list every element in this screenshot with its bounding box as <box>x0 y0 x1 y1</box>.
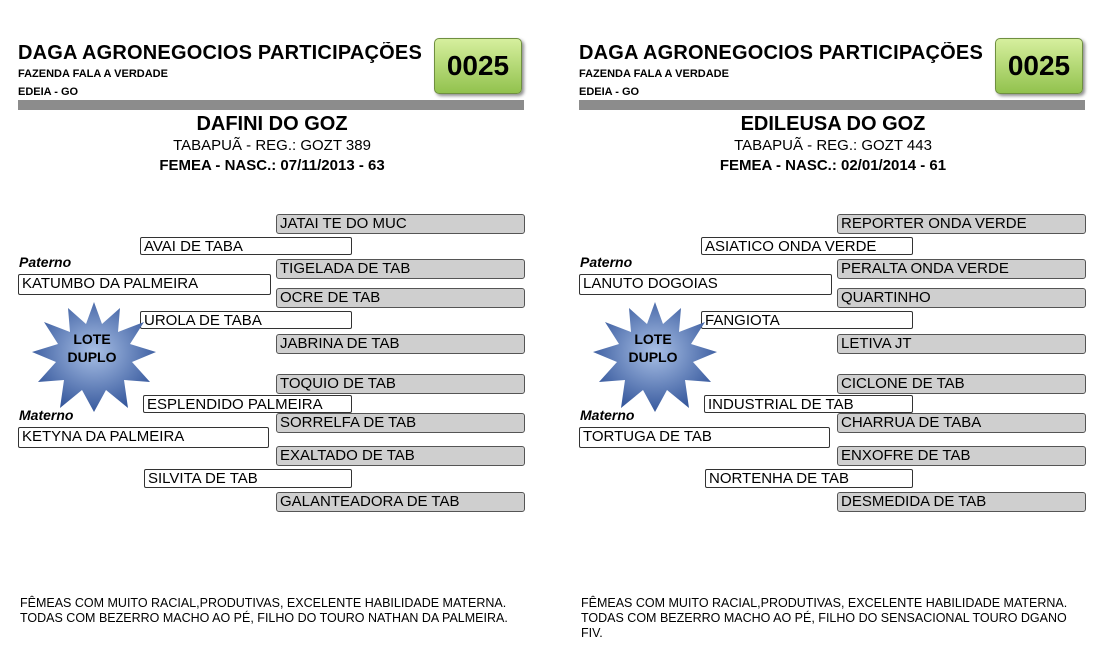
header-divider <box>579 100 1085 110</box>
animal-registration: TABAPUÃ - REG.: GOZT 389 <box>173 137 371 154</box>
farm-name: FAZENDA FALA A VERDADE <box>18 68 168 80</box>
sire-dam: UROLA DE TABA <box>140 311 352 329</box>
animal-birth: FEMEA - NASC.: 07/11/2013 - 63 <box>159 157 385 174</box>
great-grandparent-4: JABRINA DE TAB <box>276 334 525 354</box>
great-grandparent-3: OCRE DE TAB <box>276 288 525 308</box>
animal-card-left <box>12 0 532 653</box>
paternal-label: Paterno <box>19 254 72 270</box>
duplo-text: DUPLO <box>628 349 678 365</box>
sire-sire: ASIATICO ONDA VERDE <box>701 237 913 255</box>
farm-name: FAZENDA FALA A VERDADE <box>579 68 729 80</box>
great-grandparent-6: SORRELFA DE TAB <box>276 413 525 433</box>
great-grandparent-1: REPORTER ONDA VERDE <box>837 214 1086 234</box>
lot-description: FÊMEAS COM MUITO RACIAL,PRODUTIVAS, EXCELENTE HABILIDADE MATERNA. TODAS COM BEZERRO MACHO AO PÉ, FILHO DO SENSACIONAL TOURO DGANO FIV. <box>581 596 1068 640</box>
great-grandparent-1: JATAI TE DO MUC <box>276 214 525 234</box>
sire-sire: AVAI DE TABA <box>140 237 352 255</box>
duplo-text: DUPLO <box>67 349 117 365</box>
animal-name: EDILEUSA DO GOZ <box>740 113 926 135</box>
lot-number-badge: 0025 <box>995 38 1083 94</box>
lote-text: LOTE <box>634 331 672 347</box>
great-grandparent-4: LETIVA JT <box>837 334 1086 354</box>
sire: LANUTO DOGOIAS <box>579 274 832 295</box>
city: EDEIA - GO <box>579 86 640 98</box>
great-grandparent-6: CHARRUA DE TABA <box>837 413 1086 433</box>
great-grandparent-2: PERALTA ONDA VERDE <box>837 259 1086 279</box>
header-divider <box>18 100 524 110</box>
sire: KATUMBO DA PALMEIRA <box>18 274 271 295</box>
dam: KETYNA DA PALMEIRA <box>18 427 269 448</box>
paternal-label: Paterno <box>580 254 633 270</box>
animal-birth: FEMEA - NASC.: 02/01/2014 - 61 <box>719 157 947 174</box>
animal-registration: TABAPUÃ - REG.: GOZT 443 <box>734 137 932 154</box>
dam: TORTUGA DE TAB <box>579 427 830 448</box>
maternal-label: Materno <box>19 407 74 423</box>
great-grandparent-8: GALANTEADORA DE TAB <box>276 492 525 512</box>
company-name: DAGA AGRONEGOCIOS PARTICIPAÇÕES <box>579 42 984 64</box>
sire-dam: FANGIOTA <box>701 311 913 329</box>
animal-card-right <box>573 0 1093 653</box>
lote-text: LOTE <box>73 331 111 347</box>
dam-sire: INDUSTRIAL DE TAB <box>704 395 913 413</box>
dam-sire: ESPLENDIDO PALMEIRA <box>143 395 352 413</box>
lot-description: FÊMEAS COM MUITO RACIAL,PRODUTIVAS, EXCELENTE HABILIDADE MATERNA. TODAS COM BEZERRO MACHO AO PÉ, FILHO DO TOURO NATHAN DA PALMEIRA. <box>20 596 508 625</box>
maternal-label: Materno <box>580 407 635 423</box>
great-grandparent-5: TOQUIO DE TAB <box>276 374 525 394</box>
dam-dam: NORTENHA DE TAB <box>705 469 913 488</box>
great-grandparent-7: ENXOFRE DE TAB <box>837 446 1086 466</box>
company-name: DAGA AGRONEGOCIOS PARTICIPAÇÕES <box>18 42 423 64</box>
great-grandparent-3: QUARTINHO <box>837 288 1086 308</box>
great-grandparent-5: CICLONE DE TAB <box>837 374 1086 394</box>
great-grandparent-2: TIGELADA DE TAB <box>276 259 525 279</box>
city: EDEIA - GO <box>18 86 79 98</box>
great-grandparent-7: EXALTADO DE TAB <box>276 446 525 466</box>
lot-number-badge: 0025 <box>434 38 522 94</box>
dam-dam: SILVITA DE TAB <box>144 469 352 488</box>
great-grandparent-8: DESMEDIDA DE TAB <box>837 492 1086 512</box>
animal-name: DAFINI DO GOZ <box>196 113 348 135</box>
